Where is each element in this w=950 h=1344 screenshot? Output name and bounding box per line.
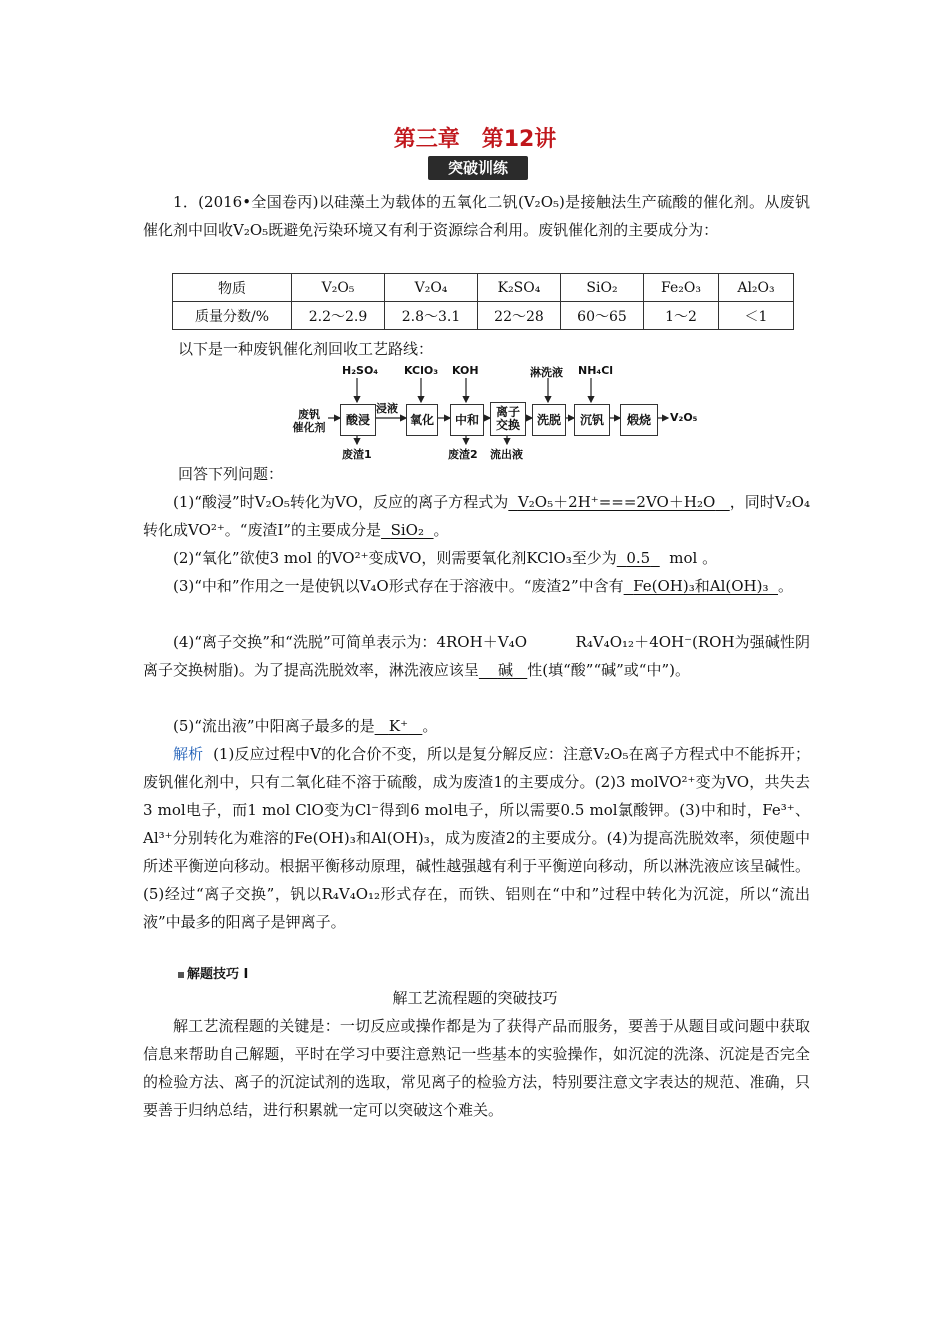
answer: SiO₂ [390, 521, 424, 539]
analysis-label: 解析 [173, 745, 204, 763]
tips-body: 解工艺流程题的关键是：一切反应或操作都是为了获得产品而服务，要善于从题目或问题中获取信息来帮助自己解题，平时在学习中要注意熟记一些基本的实验操作，如沉淀的洗涤、沉淀是否完全的检验方法、离子的沉淀试剂的选取，常见离子的检验方法，特别要注意文字表达的规范、准确，只要善于归纳总结，进行积累就一定可以突破这个难关。 [143, 1017, 810, 1119]
text: (3)“中和”作用之一是使钒以V₄O形式存在于溶液中。“废渣2”中含有 [173, 577, 624, 595]
table-cell: 2.8～3.1 [385, 302, 478, 330]
table-cell: Al₂O₃ [719, 274, 794, 302]
text: 性(填“酸”“碱”或“中”)。 [527, 661, 690, 679]
reagent-label: H₂SO₄ [342, 364, 379, 377]
answer-blank [381, 521, 433, 539]
tips-heading: 解工艺流程题的突破技巧 [392, 989, 558, 1007]
table-cell: 2.2～2.9 [292, 302, 385, 330]
output-label: 废渣2 [448, 448, 478, 461]
reagent-label: 淋洗液 [530, 366, 563, 379]
table-cell: 1～2 [644, 302, 719, 330]
sub-question-5 [143, 712, 810, 740]
text: mol 。 [669, 549, 718, 567]
sub-question-3 [143, 572, 810, 600]
answer: K⁺ [388, 717, 409, 735]
table-cell: 物质 [173, 274, 292, 302]
text: (4)“离子交换”和“洗脱”可简单表示为：4ROH＋V₄O [173, 633, 527, 651]
reagent-label: KOH [452, 364, 479, 377]
table-cell: 质量分数/% [173, 302, 292, 330]
text: (5)“流出液”中阳离子最多的是 [173, 717, 375, 735]
answer-blank [617, 549, 660, 567]
answer-blank [375, 717, 423, 735]
text: 。 [778, 577, 794, 595]
reagent-label: NH₄Cl [578, 364, 614, 377]
output-label: 废渣1 [342, 448, 372, 461]
table-cell: ＜1 [719, 302, 794, 330]
flow-step-acid-leach: 酸浸 [340, 404, 376, 436]
sub-question-2 [143, 544, 810, 572]
analysis-paragraph [143, 740, 810, 936]
tips-label: 解题技巧 I [178, 963, 248, 982]
ask-label: 回答下列问题： [178, 465, 284, 483]
table-cell: 60～65 [561, 302, 644, 330]
analysis-text: (1)反应过程中V的化合价不变，所以是复分解反应：注意V₂O₅在离子方程式中不能拆开；废钒催化剂中，只有二氧化硅不溶于硫酸，成为废渣1的主要成分。(2)3 molVO²⁺变为VO，共失去3 mol电子，而1 mol ClO变为Cl⁻得到6 mol电子，所以需要0.5 mol氯酸钾。(3)中和时，Fe³⁺、Al³⁺分别转化为难溶的Fe(OH)₃和Al(OH)₃，成为废渣2的主要成分。(4)为提高洗脱效率，须使题中所述平衡逆向移动。根据平衡移动原理，碱性越强越有利于平衡逆向移动，所以淋洗液应该呈碱性。(5)经过“离子交换”，钒以R₄V₄O₁₂形式存在，而铁、铝则在“中和”过程中转化为沉淀，所以“流出液”中最多的阳离子是钾离子。 [143, 745, 810, 931]
q1-intro: 1．(2016•全国卷丙)以硅藻土为载体的五氧化二钒(V₂O₅)是接触法生产硫酸的催化剂。从废钒催化剂中回收V₂O₅既避免污染环境又有利于资源综合利用。废钒催化剂的主要成分为： [143, 193, 810, 239]
answer: 0.5 [626, 549, 651, 567]
flow-step-oxidize: 氧化 [406, 404, 438, 436]
table-row [173, 302, 794, 330]
sub-question-1 [143, 488, 810, 544]
answer: Fe(OH)₃和Al(OH)₃ [633, 577, 769, 595]
tips-label-text: 解题技巧 [187, 967, 240, 982]
answer: V₂O₅＋2H⁺===2VO＋H₂O [517, 493, 716, 511]
table-cell: K₂SO₄ [478, 274, 561, 302]
flow-step-ion-exchange: 离子 交换 [490, 402, 526, 436]
text: (1)“酸浸”时V₂O₅转化为VO，反应的离子方程式为 [173, 493, 509, 511]
answer-blank [624, 577, 778, 595]
table-cell: V₂O₄ [385, 274, 478, 302]
answer-blank [479, 661, 527, 679]
output-label: 流出液 [490, 448, 523, 461]
composition-table [172, 273, 794, 330]
process-flow-diagram [290, 360, 710, 460]
answer-blank [508, 493, 729, 511]
leachate-label: 浸液 [376, 402, 398, 415]
flow-step-elute: 洗脱 [532, 404, 566, 436]
text: (2)“氧化”欲使3 mol 的VO²⁺变成VO，则需要氧化剂KClO₃至少为 [173, 549, 617, 567]
text: 。 [422, 717, 438, 735]
answer: 碱 [497, 661, 513, 679]
text: R₄V₄O₁₂＋4OH⁻(ROH为强碱性阴离子交换树脂)。为了提高洗脱效率，淋洗液应该呈 [143, 633, 810, 679]
table-cell: 22～28 [478, 302, 561, 330]
route-intro: 以下是一种废钒催化剂回收工艺路线： [178, 340, 434, 358]
table-cell: Fe₂O₃ [644, 274, 719, 302]
flow-step-neutralize: 中和 [450, 404, 484, 436]
section-badge: 突破训练 [428, 156, 528, 180]
text: 。 [433, 521, 449, 539]
sub-question-4 [143, 628, 810, 684]
table-cell: V₂O₅ [292, 274, 385, 302]
flow-step-precipitate: 沉钒 [574, 404, 610, 436]
table-row [173, 274, 794, 302]
square-bullet-icon [178, 972, 184, 978]
text: ，同时V₂O₄转化成VO²⁺。“废渣Ⅰ”的主要成分是 [143, 493, 810, 539]
flow-step-calcine: 煅烧 [620, 404, 658, 436]
reagent-label: KClO₃ [404, 364, 439, 377]
flow-product-label: V₂O₅ [670, 411, 698, 424]
flow-start-label: 废钒 催化剂 [292, 408, 326, 434]
table-cell: SiO₂ [561, 274, 644, 302]
page-title: 第三章 第12讲 [393, 127, 557, 152]
